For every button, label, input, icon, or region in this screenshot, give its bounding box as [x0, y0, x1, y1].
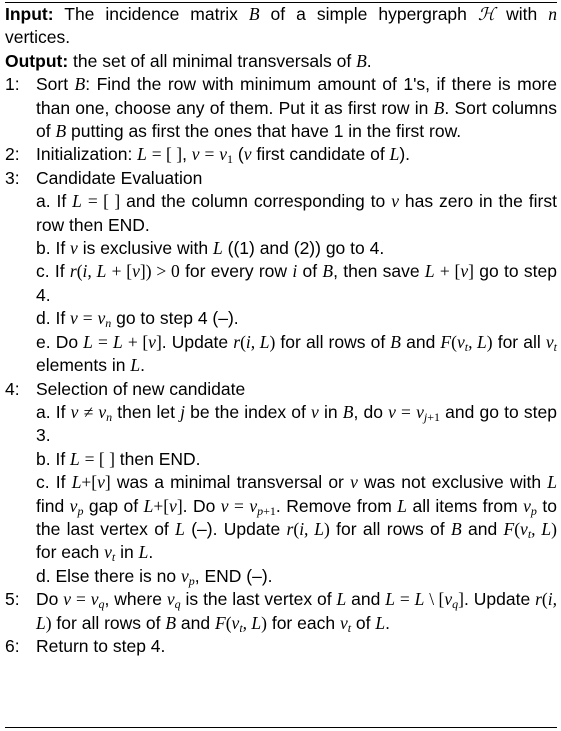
- output-label: Output:: [5, 50, 69, 71]
- output-line: [5, 50, 557, 73]
- input-text: The incidence matrix B of a simple hypergraph ℋ with n vertices.: [5, 4, 557, 48]
- output-text: the set of all minimal transversals of B.: [73, 50, 372, 71]
- step-3e: e. Do L = L + [v]. Update r(i, L) for all rows of B and $F(v_t$, L) for all $v_t$ elements in L.: [36, 331, 557, 376]
- step-2: [5, 143, 557, 166]
- step-4b: b. If L = [ ] then END.: [36, 448, 201, 469]
- step-4c: c. If L+[v] was a minimal transversal or v was not exclusive with L find $v_p$ gap of L+[v]. Do $v = v_{p+1}$. Remove from L all items from $v_p$ to the last vertex of L (–). Update r(i, L) for all rows of B and $F(v_t$, L) for each $v_t$ in L.: [36, 472, 557, 565]
- step-6-text: Return to step 4.: [36, 635, 166, 656]
- step-3-title: Candidate Evaluation: [36, 167, 203, 188]
- step-4-number: 4:: [5, 378, 20, 399]
- step-3c: c. If r(i, L + [v]) > 0 for every row i of B, then save L + [v] go to step 4.: [36, 261, 557, 305]
- step-5-text: Do $v = v_q$, where $v_q$ is the last vertex of L and L = L \ $[v_q]$. Update r(i, L) for all rows of B and $F(v_t$, L) for each $v_t$ of L.: [36, 589, 557, 635]
- step-4: [5, 378, 557, 589]
- step-1-number: 1:: [5, 74, 20, 95]
- step-6: [5, 635, 557, 658]
- step-3d: d. If $v = v_n$ go to step 4 (–).: [36, 308, 239, 331]
- step-5: [5, 588, 557, 635]
- step-4a: a. If $v \ne v_n$ then let j be the index of v in B, do $v = v_{j+1}$ and go to step 3.: [36, 401, 557, 446]
- input-label: Input:: [5, 4, 54, 24]
- step-2-text: Initialization: L = [ ], $v = v_1$ (v first candidate of L).: [36, 144, 411, 167]
- step-3: [5, 167, 557, 378]
- step-2-number: 2:: [5, 144, 20, 165]
- step-1-text: Sort B: Find the row with minimum amount of 1's, if there is more than one, choose any of them. Put it as first row in B. Sort columns of B putting as first the ones that have 1 in the first row.: [36, 74, 557, 142]
- input-line: [5, 3, 557, 50]
- step-1: [5, 73, 557, 143]
- bottom-rule: [5, 727, 557, 728]
- step-3b: b. If v is exclusive with L ((1) and (2)) go to 4.: [36, 238, 385, 259]
- step-5-number: 5:: [5, 589, 20, 610]
- step-4d: d. Else there is no $v_p$, END (–).: [36, 565, 273, 588]
- step-3a: a. If L = [ ] and the column corresponding to v has zero in the first row then END.: [36, 191, 557, 235]
- step-6-number: 6:: [5, 635, 20, 656]
- step-3-number: 3:: [5, 167, 20, 188]
- algorithm-box: [0, 2, 561, 731]
- step-4-title: Selection of new candidate: [36, 378, 246, 399]
